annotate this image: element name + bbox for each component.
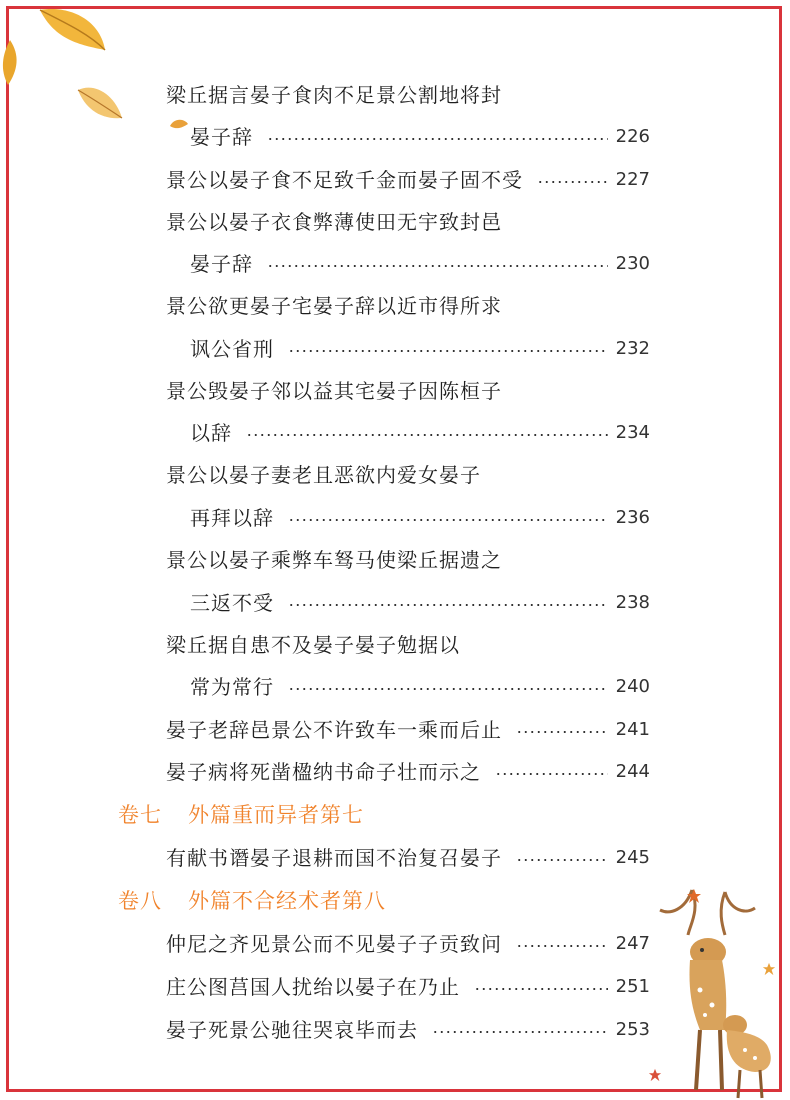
toc-entry-title: 以辞 bbox=[190, 421, 232, 445]
toc-entry-title: 有献书谮晏子退耕而国不治复召晏子 bbox=[166, 846, 502, 870]
section-name: 外篇不合经术者第八 bbox=[188, 889, 386, 913]
toc-entry[interactable] bbox=[190, 120, 650, 154]
toc-entry-title: 常为常行 bbox=[190, 675, 274, 699]
section-name: 外篇重而异者第七 bbox=[188, 803, 364, 827]
section-heading[interactable] bbox=[118, 884, 386, 918]
toc-entry-title: 仲尼之齐见景公而不见晏子子贡致问 bbox=[166, 932, 502, 956]
toc-entry-title: 晏子病将死凿楹纳书命子壮而示之 bbox=[166, 760, 481, 784]
toc-entry[interactable] bbox=[190, 501, 650, 535]
toc-entry[interactable] bbox=[190, 332, 650, 366]
leader-dots bbox=[288, 604, 608, 606]
toc-entry[interactable] bbox=[166, 78, 650, 112]
leader-dots bbox=[537, 181, 608, 183]
toc-entry[interactable] bbox=[190, 247, 650, 281]
toc-entry[interactable] bbox=[166, 841, 650, 875]
toc-entry-title: 晏子死景公驰往哭哀毕而去 bbox=[166, 1018, 418, 1042]
toc-entry[interactable] bbox=[166, 970, 650, 1004]
toc-page-number: 227 bbox=[615, 169, 650, 190]
toc-entry-title: 讽公省刑 bbox=[190, 337, 274, 361]
toc-entry-title: 晏子辞 bbox=[190, 125, 253, 149]
toc-entry[interactable] bbox=[166, 458, 650, 492]
toc-entry-title: 庄公图莒国人扰绐以晏子在乃止 bbox=[166, 975, 460, 999]
leader-dots bbox=[516, 945, 608, 947]
section-heading[interactable] bbox=[118, 798, 364, 832]
toc-entry[interactable] bbox=[190, 416, 650, 450]
section-volume: 卷八 bbox=[118, 889, 162, 913]
toc-page-number: 244 bbox=[615, 761, 650, 782]
toc-entry[interactable] bbox=[166, 927, 650, 961]
leader-dots bbox=[267, 265, 608, 267]
toc-entry-title: 景公欲更晏子宅晏子辞以近市得所求 bbox=[166, 294, 502, 318]
toc-page-number: 251 bbox=[615, 976, 650, 997]
toc-page-number: 245 bbox=[615, 847, 650, 868]
toc-entry[interactable] bbox=[166, 374, 650, 408]
toc-page-number: 247 bbox=[615, 933, 650, 954]
toc-page-number: 240 bbox=[615, 676, 650, 697]
toc-entry[interactable] bbox=[166, 628, 650, 662]
toc-entry-title: 梁丘据言晏子食肉不足景公割地将封 bbox=[166, 83, 502, 107]
leader-dots bbox=[288, 688, 608, 690]
leader-dots bbox=[288, 519, 608, 521]
toc-entry-title: 三返不受 bbox=[190, 591, 274, 615]
leader-dots bbox=[246, 434, 608, 436]
toc-entry-title: 景公以晏子乘弊车驽马使梁丘据遗之 bbox=[166, 548, 502, 572]
toc-entry-title: 景公以晏子食不足致千金而晏子固不受 bbox=[166, 168, 523, 192]
leader-dots bbox=[267, 138, 608, 140]
toc-entry-title: 晏子老辞邑景公不许致车一乘而后止 bbox=[166, 718, 502, 742]
leader-dots bbox=[516, 731, 608, 733]
toc-entry[interactable] bbox=[166, 713, 650, 747]
leader-dots bbox=[288, 350, 608, 352]
toc-entry[interactable] bbox=[190, 586, 650, 620]
toc-entry-title: 景公以晏子衣食弊薄使田无宇致封邑 bbox=[166, 210, 502, 234]
toc-page-number: 230 bbox=[615, 253, 650, 274]
leader-dots bbox=[432, 1031, 608, 1033]
section-volume: 卷七 bbox=[118, 803, 162, 827]
toc-entry[interactable] bbox=[166, 205, 650, 239]
toc-page-number: 253 bbox=[615, 1019, 650, 1040]
toc-page-number: 226 bbox=[615, 126, 650, 147]
toc-page-number: 236 bbox=[615, 507, 650, 528]
toc-page-number: 234 bbox=[615, 422, 650, 443]
toc-entry[interactable] bbox=[166, 1013, 650, 1047]
toc-entry-title: 再拜以辞 bbox=[190, 506, 274, 530]
leader-dots bbox=[474, 988, 608, 990]
toc-entry[interactable] bbox=[166, 163, 650, 197]
toc-entry[interactable] bbox=[166, 755, 650, 789]
toc-entry[interactable] bbox=[166, 543, 650, 577]
toc-page-number: 241 bbox=[615, 719, 650, 740]
toc-entry[interactable] bbox=[190, 670, 650, 704]
toc-entry-title: 晏子辞 bbox=[190, 252, 253, 276]
toc-entry-title: 梁丘据自患不及晏子晏子勉据以 bbox=[166, 633, 460, 657]
toc-entry-title: 景公毁晏子邻以益其宅晏子因陈桓子 bbox=[166, 379, 502, 403]
leader-dots bbox=[495, 773, 608, 775]
toc-page-number: 232 bbox=[615, 338, 650, 359]
toc-entry-title: 景公以晏子妻老且恶欲内爱女晏子 bbox=[166, 463, 481, 487]
toc-entry[interactable] bbox=[166, 289, 650, 323]
toc-page-number: 238 bbox=[615, 592, 650, 613]
leader-dots bbox=[516, 859, 608, 861]
